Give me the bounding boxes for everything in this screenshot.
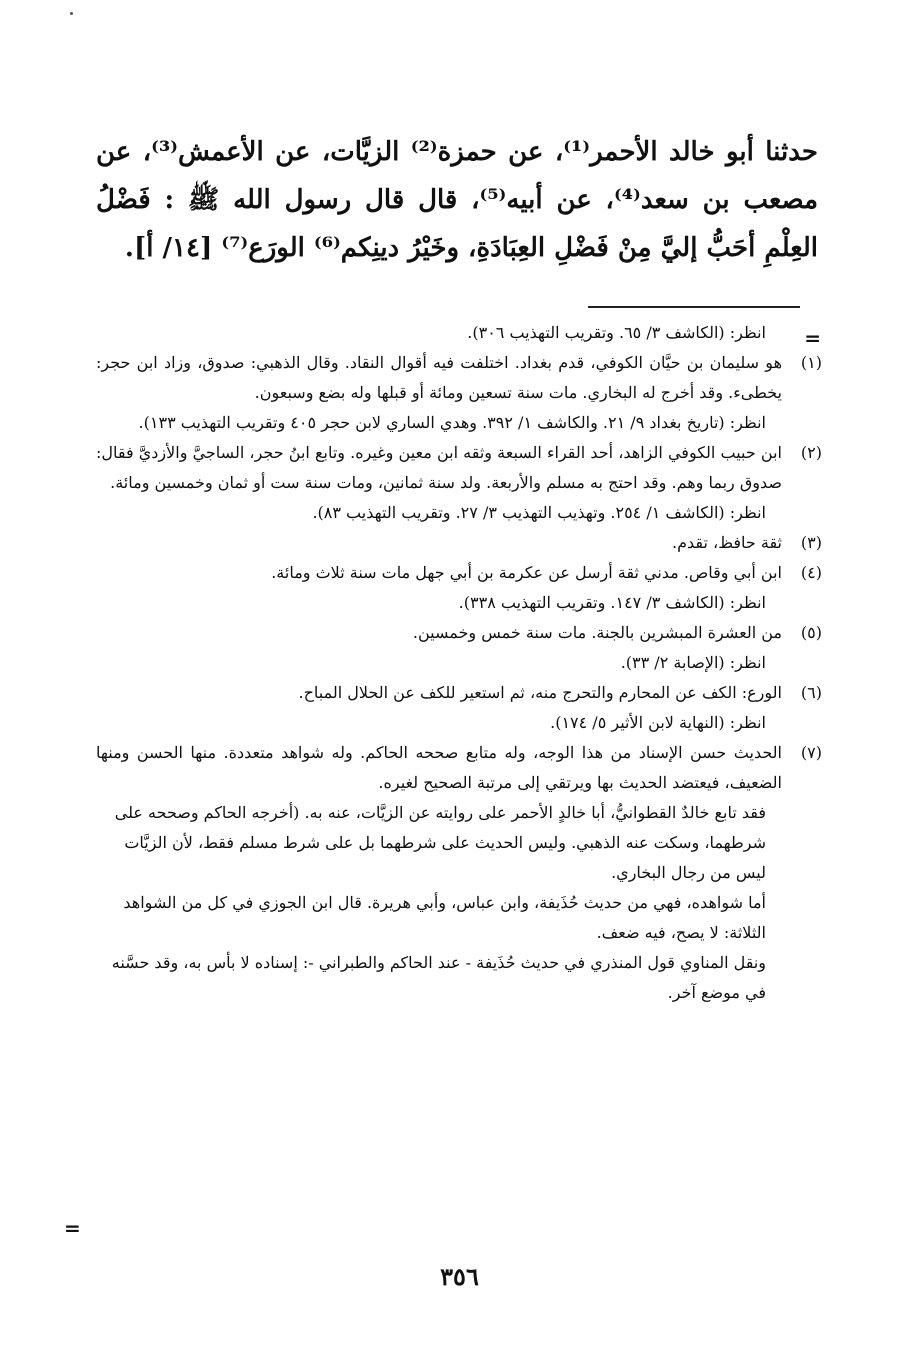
footnote-7 xyxy=(96,738,822,1008)
footnote-reference: انظر: (الكاشف ١/ ٢٥٤. وتهذيب التهذيب ٣/ ٢٧. وتقريب التهذيب ٨٣). xyxy=(312,503,766,522)
page-number: ٣٥٦ xyxy=(440,1262,479,1291)
footnotes-list xyxy=(96,318,822,1008)
footnote-text: ابن حبيب الكوفي الزاهد، أحد القراء السبعة وثقه ابن معين وغيره. وتابع ابنُ حجر، الساجيَّ والأزديَّ فقال: صدوق ربما وهم. وقد احتج به مسلم والأربعة. ولد سنة ثمانين، ومات سنة ست أو ثمان وخمسين ومائة. xyxy=(96,443,782,492)
footnote-paragraph: فقد تابع خالدٌ القطوانيُّ، أبا خالدٍ الأحمر على روايته عن الزيَّات، عنه به. (أخرجه الحاكم وصححه على شرطهما، وسكت عنه الذهبي. وليس الحديث على شرطهما بل على شرط مسلم فقط، لأن الزيَّات ليس من رجال البخاري. xyxy=(114,803,766,882)
footnote-paragraph: ونقل المناوي قول المنذري في حديث حُذَيفة - عند الحاكم والطبراني -: إسناده لا بأس به، وقد حسَّنه في موضع آخر. xyxy=(111,953,766,1002)
footnote-text: ثقة حافظ، تقدم. xyxy=(672,533,782,552)
footnote-carryover-text: انظر: (الكاشف ٣/ ٦٥. وتقريب التهذيب ٣٠٦). xyxy=(467,323,766,342)
footnote-text: الورع: الكف عن المحارم والتحرج منه، ثم استعير للكف عن الحلال المباح. xyxy=(298,683,782,702)
footnote-reference: انظر: (الإصابة ٢/ ٣٣). xyxy=(620,653,766,672)
footnote-4 xyxy=(96,558,822,618)
footnote-text: هو سليمان بن حيَّان الكوفي، قدم بغداد. اختلفت فيه أقوال النقاد. وقال الذهبي: صدوق، وزاد ابن حجر: يخطىء. وقد أخرج له البخاري. مات سنة تسعين ومائة أو قبلها وله بضع وسبعون. xyxy=(96,353,782,402)
footnote-text: الحديث حسن الإسناد من هذا الوجه، وله متابع صححه الحاكم. وله شواهد متعددة. منها الحسن ومنها الضعيف، فيعتضد الحديث بها ويرتقي إلى مرتبة الصحيح لغيره. xyxy=(96,743,782,792)
footnote-carryover xyxy=(96,318,822,348)
footnote-1 xyxy=(96,348,822,438)
footnote-number: (٢) xyxy=(800,443,822,462)
footnote-paragraph: أما شواهده، فهي من حديث حُذَيفة، وابن عباس، وأبي هريرة. قال ابن الجوزي في كل من الشواهد الثلاثة: لا يصح، فيه ضعف. xyxy=(123,893,766,942)
footnote-number: (٣) xyxy=(800,533,822,552)
footnote-text: ابن أبي وقاص. مدني ثقة أرسل عن عكرمة بن أبي جهل مات سنة ثلاث ومائة. xyxy=(271,563,782,582)
footnote-number: (١) xyxy=(800,353,822,372)
footnote-text: من العشرة المبشرين بالجنة. مات سنة خمس وخمسين. xyxy=(412,623,782,642)
footnote-6 xyxy=(96,678,822,738)
footnote-reference: انظر: (تاريخ بغداد ٩/ ٢١. والكاشف ١/ ٣٩٢. وهدي الساري لابن حجر ٤٠٥ وتقريب التهذيب ١٣٣). xyxy=(138,413,766,432)
footnote-reference: انظر: (الكاشف ٣/ ١٤٧. وتقريب التهذيب ٣٣٨). xyxy=(458,593,766,612)
footnote-reference: انظر: (النهاية لابن الأثير ٥/ ١٧٤). xyxy=(550,713,766,732)
footnote-2 xyxy=(96,438,822,528)
footnote-divider xyxy=(588,306,800,308)
footnote-number: (٦) xyxy=(800,683,822,702)
scan-speck xyxy=(70,12,73,15)
continuation-mark-top: = xyxy=(804,326,821,350)
footnote-5 xyxy=(96,618,822,678)
footnote-number: (٥) xyxy=(800,623,822,642)
footnote-3 xyxy=(96,528,822,558)
continuation-mark-bottom: = xyxy=(64,1216,81,1240)
hadith-main-text: حدثنا أبو خالد الأحمر⁽¹⁾، عن حمزة⁽²⁾ الزيَّات، عن الأعمش⁽³⁾، عن مصعب بن سعد⁽⁴⁾، عن أبيه⁽⁵⁾، قال قال رسول الله ﷺ : فَضْلُ العِلْمِ أحَبُّ إليَّ مِنْ فَضْلِ العِبَادَةِ، وخَيْرُ دينِكم⁽⁶⁾ الورَع⁽⁷⁾ [١٤/ أ]. xyxy=(96,137,818,263)
footnote-number: (٧) xyxy=(800,743,822,762)
footnote-number: (٤) xyxy=(800,563,822,582)
